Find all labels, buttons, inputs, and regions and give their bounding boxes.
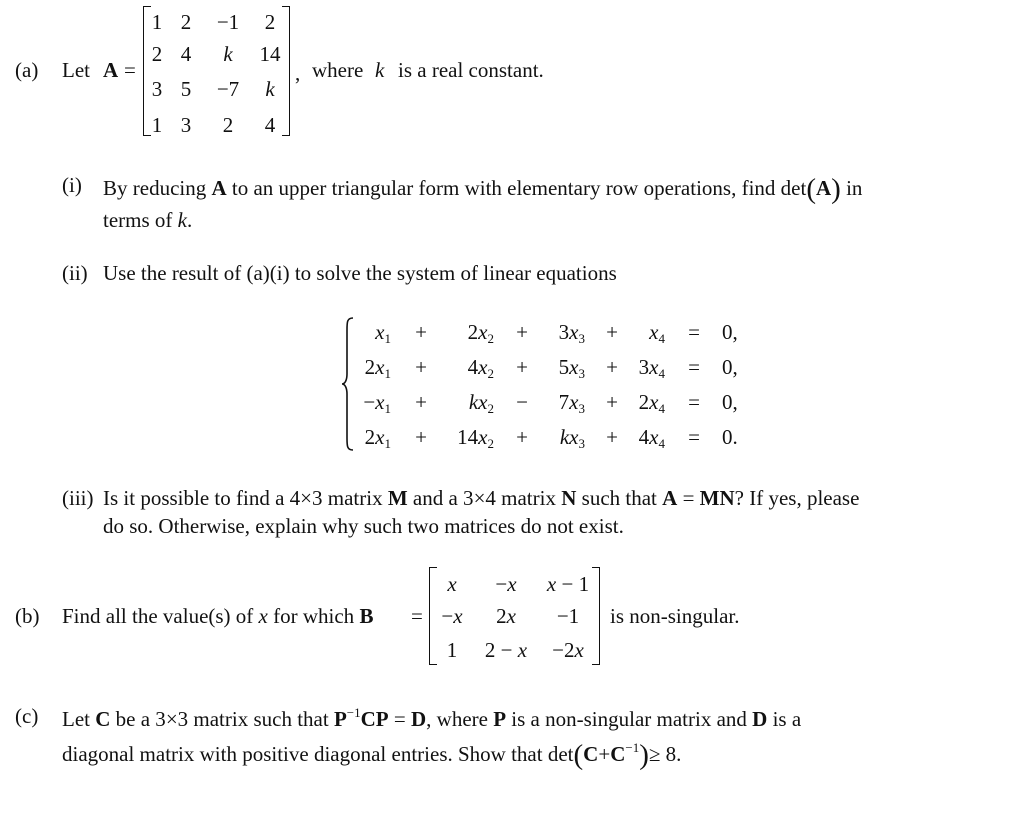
system-term: + [516,425,528,449]
part-a-i-label: (i) [62,173,82,197]
system-term: + [606,320,618,344]
part-a-iii-s5: such that [581,486,657,510]
matrix-cp: CP [360,707,389,731]
matrix-b-cell: −1 [556,604,580,628]
part-a-i-line1 [103,175,862,204]
part-b-tail: is non-singular. [610,604,740,628]
part-b-x: x [258,604,268,628]
system-term: + [606,390,618,414]
part-a-k: k [375,58,385,82]
matrix-mn: MN [699,486,735,510]
matrix-b-cell: x − 1 [546,572,590,596]
matrix-a-cell: k [223,42,233,66]
matrix-a-cell: 14 [259,42,281,66]
system-term: − [516,390,528,414]
system-term: $4x_2$ [467,355,494,381]
part-a-i-lparen: ( [806,173,816,205]
system-term: $5x_3$ [558,355,585,381]
system-term: = [688,425,700,449]
part-c-rparen: ) [639,739,649,771]
part-a-iii-s6: ? If yes, please [734,486,860,510]
system-term: = [688,355,700,379]
system-term: = [688,390,700,414]
system-term: $4x_4$ [638,425,665,451]
inverse-superscript-2: −1 [625,740,640,755]
system-term: $3x_3$ [558,320,585,346]
matrix-a-cell: 4 [264,113,276,137]
part-b-label: (b) [15,604,40,628]
matrix-b-cell: −2x [552,638,584,662]
part-a-ii-text: Use the result of (a)(i) to solve the system of linear equations [103,261,617,285]
system-term: $x_1$ [375,320,391,346]
system-term: $7x_3$ [558,390,585,416]
system-term: $kx_3$ [559,425,585,451]
system-term: + [606,425,618,449]
matrix-b-cell: 1 [446,638,458,662]
matrix-b-cell: 2x [496,604,516,628]
inverse-superscript: −1 [346,705,361,720]
part-a-iii-label: (iii) [62,486,94,510]
part-a-ii-label: (ii) [62,261,88,285]
times-sign-3: × [165,707,178,731]
part-a-i-text2: to an upper triangular form with elementary row operations, find det [231,176,807,200]
part-a-tail: is a real constant. [398,58,544,82]
matrix-d-2: D [752,707,768,731]
matrix-a-cell: 3 [151,77,163,101]
system-term: $-x_1$ [363,390,391,416]
part-a-iii-s3: and a 3 [412,486,474,510]
system-term: $2x_2$ [467,320,494,346]
matrix-c-2: C [583,742,599,766]
part-c-t2: be a 3 [115,707,166,731]
matrix-a-ref: A [662,486,678,510]
part-c-t4: , where [426,707,488,731]
system-term: $14x_2$ [457,425,494,451]
matrix-a-cell: k [265,77,275,101]
part-a-i-line2-end: . [186,208,193,232]
part-a-i-text1: By reducing [103,176,207,200]
matrix-a-cell: 3 [180,113,192,137]
system-term: 0, [722,320,738,344]
part-a-iii-line1 [103,488,859,509]
matrix-b-cell: x [447,572,457,596]
part-a-equals: = [124,58,136,82]
matrix-n: N [561,486,577,510]
part-b-text1: Find all the value(s) of [62,604,254,628]
system-term: $x_4$ [649,320,665,346]
system-term: 0. [722,425,738,449]
matrix-a-cell: −7 [216,77,240,101]
matrix-d: D [410,707,427,731]
part-c-t6: is a [772,707,802,731]
system-term: $2x_4$ [638,390,665,416]
part-a-comma: , [295,61,301,85]
part-a-iii-line2: do so. Otherwise, explain why such two matrices do not exist. [103,514,624,538]
matrix-a-cell: 2 [151,42,163,66]
part-a-i-line2-text: terms of [103,208,173,232]
matrix-c: C [95,707,111,731]
matrix-a-cell: −1 [216,10,240,34]
system-term: $kx_2$ [468,390,494,416]
system-term: + [516,355,528,379]
part-b-text2: for which [273,604,355,628]
part-a-iii-s2: 3 matrix [312,486,383,510]
system-term: $2x_1$ [364,355,391,381]
part-c-label: (c) [15,704,39,728]
equals-sign: = [677,486,700,510]
times-sign: × [300,486,312,510]
part-c-t1: Let [62,707,90,731]
part-c-geq: ≥ 8. [648,742,682,766]
part-c-lparen: ( [573,739,584,771]
plus-sign: + [598,742,611,766]
matrix-c-3: C [610,742,626,766]
part-a-label: (a) [15,58,39,82]
matrix-b-name: B [359,604,374,628]
part-b-text [62,606,373,627]
system-term: + [415,320,427,344]
matrix-a-cell: 5 [180,77,192,101]
matrix-b-cell: −x [441,604,463,628]
part-c-line2-text: diagonal matrix with positive diagonal entries. Show that det [62,742,574,766]
part-a-iii-s4: 4 matrix [485,486,556,510]
times-sign-2: × [473,486,486,510]
part-c-t3: 3 matrix such that [177,707,329,731]
part-c-line1 [62,706,801,730]
matrix-b-cell: 2 − x [484,638,528,662]
matrix-a-cell: 1 [151,113,163,137]
equals-sign-c: = [388,707,411,731]
part-a-iii-s1: Is it possible to find a 4 [103,486,301,510]
matrix-a-cell: 1 [151,10,163,34]
system-term: $3x_4$ [638,355,665,381]
matrix-a-cell: 4 [180,42,192,66]
system-term: 0, [722,390,738,414]
system-term: + [516,320,528,344]
part-c-t5: is a non-singular matrix and [511,707,747,731]
part-a-let: Let [62,58,90,82]
matrix-a-cell: 2 [222,113,234,137]
system-term: 0, [722,355,738,379]
part-a-i-rparen: ) [831,173,841,205]
part-a-i-line2 [103,210,192,231]
matrix-m: M [387,486,408,510]
system-term: + [415,390,427,414]
part-a-i-text3: in [846,176,863,200]
system-term: + [606,355,618,379]
part-c-line2 [62,741,681,770]
system-term: + [415,355,427,379]
matrix-a-cell: 2 [180,10,192,34]
matrix-p: P [333,707,347,731]
part-a-where: where [312,58,364,82]
part-a-i-A: A [211,176,227,200]
matrix-a-cell: 2 [264,10,276,34]
part-b-equals: = [411,604,423,628]
system-term: = [688,320,700,344]
part-a-i-line2-k: k [177,208,187,232]
system-term: $2x_1$ [364,425,391,451]
matrix-b-cell: −x [495,572,517,596]
part-a-i-A2: A [815,176,832,200]
system-term: + [415,425,427,449]
matrix-a-name: A [103,58,119,82]
matrix-p-2: P [493,707,507,731]
